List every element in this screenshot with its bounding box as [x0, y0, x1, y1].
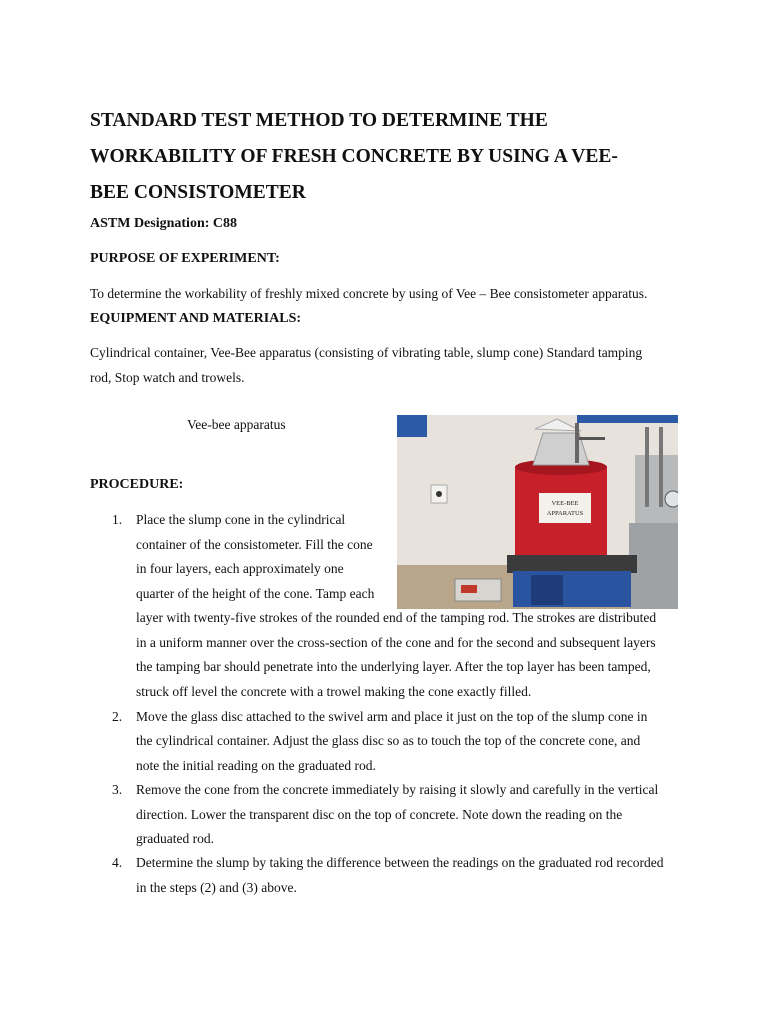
equipment-line-1: Cylindrical container, Vee-Bee apparatus (consisting of vibrating table, slump cone) Standard tamping	[90, 345, 643, 360]
step-line: in a uniform manner over the cross-section of the cone and for the second and subsequent layers	[136, 635, 656, 650]
vee-bee-apparatus-photo	[397, 415, 678, 609]
step-line: in the steps (2) and (3) above.	[136, 880, 297, 895]
apparatus-illustration	[397, 415, 678, 609]
step-line: graduated rod.	[136, 831, 214, 846]
step-line: Remove the cone from the concrete immediately by raising it slowly and carefully in the vertical	[136, 782, 659, 797]
step-line: Move the glass disc attached to the swivel arm and place it just on the top of the slump cone in	[136, 709, 648, 724]
step-line: quarter of the height of the cone. Tamp each	[136, 586, 375, 601]
title-line-1: STANDARD TEST METHOD TO DETERMINE THE	[90, 110, 548, 131]
container-label-2: APPARATUS	[546, 510, 584, 517]
title-line-2: WORKABILITY OF FRESH CONCRETE BY USING A VEE-	[90, 146, 618, 167]
document-title	[90, 103, 690, 211]
step-number: 1.	[112, 512, 123, 527]
container-label-1: VEE-BEE	[551, 500, 579, 507]
step-line: direction. Lower the transparent disc on the top of concrete. Note down the reading on the	[136, 807, 623, 822]
equipment-heading: EQUIPMENT AND MATERIALS:	[90, 311, 302, 326]
equipment-line-2: rod, Stop watch and trowels.	[90, 369, 245, 385]
title-line-3: BEE CONSISTOMETER	[90, 182, 306, 203]
step-line: Place the slump cone in the cylindrical	[136, 512, 346, 527]
equipment-text	[90, 341, 680, 390]
step-number: 3.	[112, 782, 123, 797]
step-line: the cylindrical container. Adjust the glass disc so as to touch the top of the concrete cone, and	[136, 733, 641, 748]
step-line: in four layers, each approximately one	[136, 561, 344, 576]
figure-caption: Vee-bee apparatus	[187, 417, 286, 432]
step-line: the tamping bar should penetrate into the underlying layer. After the top layer has been tamped,	[136, 659, 651, 674]
step-number: 4.	[112, 855, 123, 870]
step-line: layer with twenty-five strokes of the rounded end of the tamping rod. The strokes are distributed	[136, 610, 657, 625]
step-line: container of the consistometer. Fill the cone	[136, 537, 373, 552]
purpose-text: To determine the workability of freshly mixed concrete by using of Vee – Bee consistometer apparatus.	[90, 286, 648, 301]
step-line: note the initial reading on the graduated rod.	[136, 758, 376, 773]
step-line: struck off level the concrete with a trowel making the cone exactly filled.	[136, 684, 532, 699]
astm-designation: ASTM Designation: C88	[90, 216, 238, 231]
procedure-heading: PROCEDURE:	[90, 477, 184, 492]
purpose-heading: PURPOSE OF EXPERIMENT:	[90, 251, 280, 266]
step-line: Determine the slump by taking the difference between the readings on the graduated rod recorded	[136, 855, 664, 870]
step-number: 2.	[112, 709, 123, 724]
